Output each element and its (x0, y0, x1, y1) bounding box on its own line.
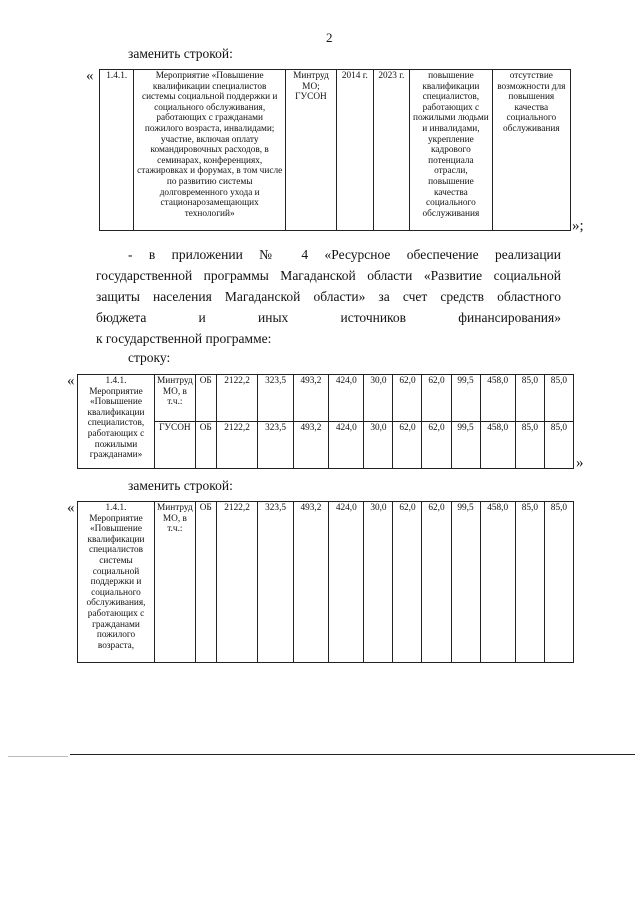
table1-result: повышение квалификации специалистов, работающих с пожилыми людьми и инвалидами, укрепление кадрового потенциала отрасли, повышение качества социального обслуживания (410, 70, 493, 231)
table2-num-name: 1.4.1. Мероприятие «Повышение квалификации специалистов, работающих с пожилыми гражданами» (78, 375, 155, 469)
table1-start: 2014 г. (337, 70, 374, 231)
table2-cell: 493,2 (293, 422, 328, 469)
table2-cell: 30,0 (364, 422, 393, 469)
paragraph-line-3: защиты населения Магаданской области» за счет средств областного (96, 289, 561, 304)
table2-cell: 85,0 (544, 375, 573, 422)
table3-cell: 458,0 (480, 502, 515, 663)
table2-cell: 323,5 (258, 375, 293, 422)
page-number: 2 (326, 30, 333, 45)
table3-cell: 2122,2 (216, 502, 258, 663)
table2-cell: 62,0 (393, 375, 422, 422)
table3-cell: 62,0 (393, 502, 422, 663)
table2-source-2: ОБ (195, 422, 216, 469)
replace-heading-2: заменить строкой: (128, 478, 233, 493)
table3 (77, 501, 574, 663)
table1-consequence: отсутствие возможности для повышения качества социального обслуживания (492, 70, 570, 231)
paragraph-line-1: - в приложении № 4 «Ресурсное обеспечение реализации (128, 247, 561, 262)
table2-cell: 323,5 (258, 422, 293, 469)
table1-name: Мероприятие «Повышение квалификации специалистов системы социальной поддержки и социального обслуживания, работающих с гражданами пожилого возраста, инвалидами; участие, включая оплату командировочных расходов, в семинарах, конференциях, стажировках и форумах, в том числе по развитию системы долговременного ухода и стационарозамещающих технологий» (134, 70, 285, 231)
table1-open-quote: « (86, 68, 94, 84)
table3-cell: 85,0 (544, 502, 573, 663)
table2-cell: 62,0 (393, 422, 422, 469)
table1 (99, 69, 571, 231)
table3-cell: 30,0 (364, 502, 393, 663)
table2-cell: 2122,2 (216, 422, 258, 469)
table2-cell: 62,0 (422, 422, 451, 469)
table2-cell: 99,5 (451, 375, 480, 422)
bottom-rule-left (8, 756, 68, 757)
table3-executor: Минтруд МО, в т.ч.: (155, 502, 196, 663)
table3-num-name: 1.4.1. Мероприятие «Повышение квалификации специалистов системы социальной поддержки и социального обслуживания, работающих с гражданами пожилого возраста, (78, 502, 155, 663)
paragraph-line-5: к государственной программе: (96, 331, 272, 346)
table2-cell: 62,0 (422, 375, 451, 422)
table3-cell: 424,0 (329, 502, 364, 663)
table3-cell: 99,5 (451, 502, 480, 663)
table2-cell: 458,0 (480, 375, 515, 422)
table2-cell: 424,0 (329, 375, 364, 422)
table2-close-quote: » (576, 455, 584, 471)
table2-cell: 30,0 (364, 375, 393, 422)
table2-cell: 424,0 (329, 422, 364, 469)
table2-cell: 85,0 (515, 375, 544, 422)
table3-open-quote: « (67, 500, 75, 516)
table2-cell: 85,0 (515, 422, 544, 469)
table3-cell: 493,2 (293, 502, 328, 663)
paragraph-line-2: государственной программы Магаданской области «Развитие социальной (96, 268, 561, 283)
table2-executor-2: ГУСОН (155, 422, 196, 469)
table2-cell: 493,2 (293, 375, 328, 422)
table2-cell: 85,0 (544, 422, 573, 469)
table1-close-quote: »; (572, 218, 584, 234)
table2 (77, 374, 574, 469)
replace-heading-1: заменить строкой: (128, 46, 233, 61)
table2-executor-1: Минтруд МО, в т.ч.: (155, 375, 196, 422)
paragraph-line-4: бюджета и иных источников финансирования» (96, 310, 561, 325)
row-heading: строку: (128, 350, 171, 365)
table3-cell: 85,0 (515, 502, 544, 663)
table3-cell: 62,0 (422, 502, 451, 663)
table1-executor: Минтруд МО; ГУСОН (285, 70, 336, 231)
table2-cell: 458,0 (480, 422, 515, 469)
table2-cell: 99,5 (451, 422, 480, 469)
table3-source: ОБ (195, 502, 216, 663)
table2-open-quote: « (67, 373, 75, 389)
table2-cell: 2122,2 (216, 375, 258, 422)
paragraph (96, 244, 561, 349)
table1-num: 1.4.1. (100, 70, 134, 231)
table3-cell: 323,5 (258, 502, 293, 663)
table2-source-1: ОБ (195, 375, 216, 422)
bottom-rule (70, 754, 635, 755)
table1-end: 2023 г. (373, 70, 410, 231)
